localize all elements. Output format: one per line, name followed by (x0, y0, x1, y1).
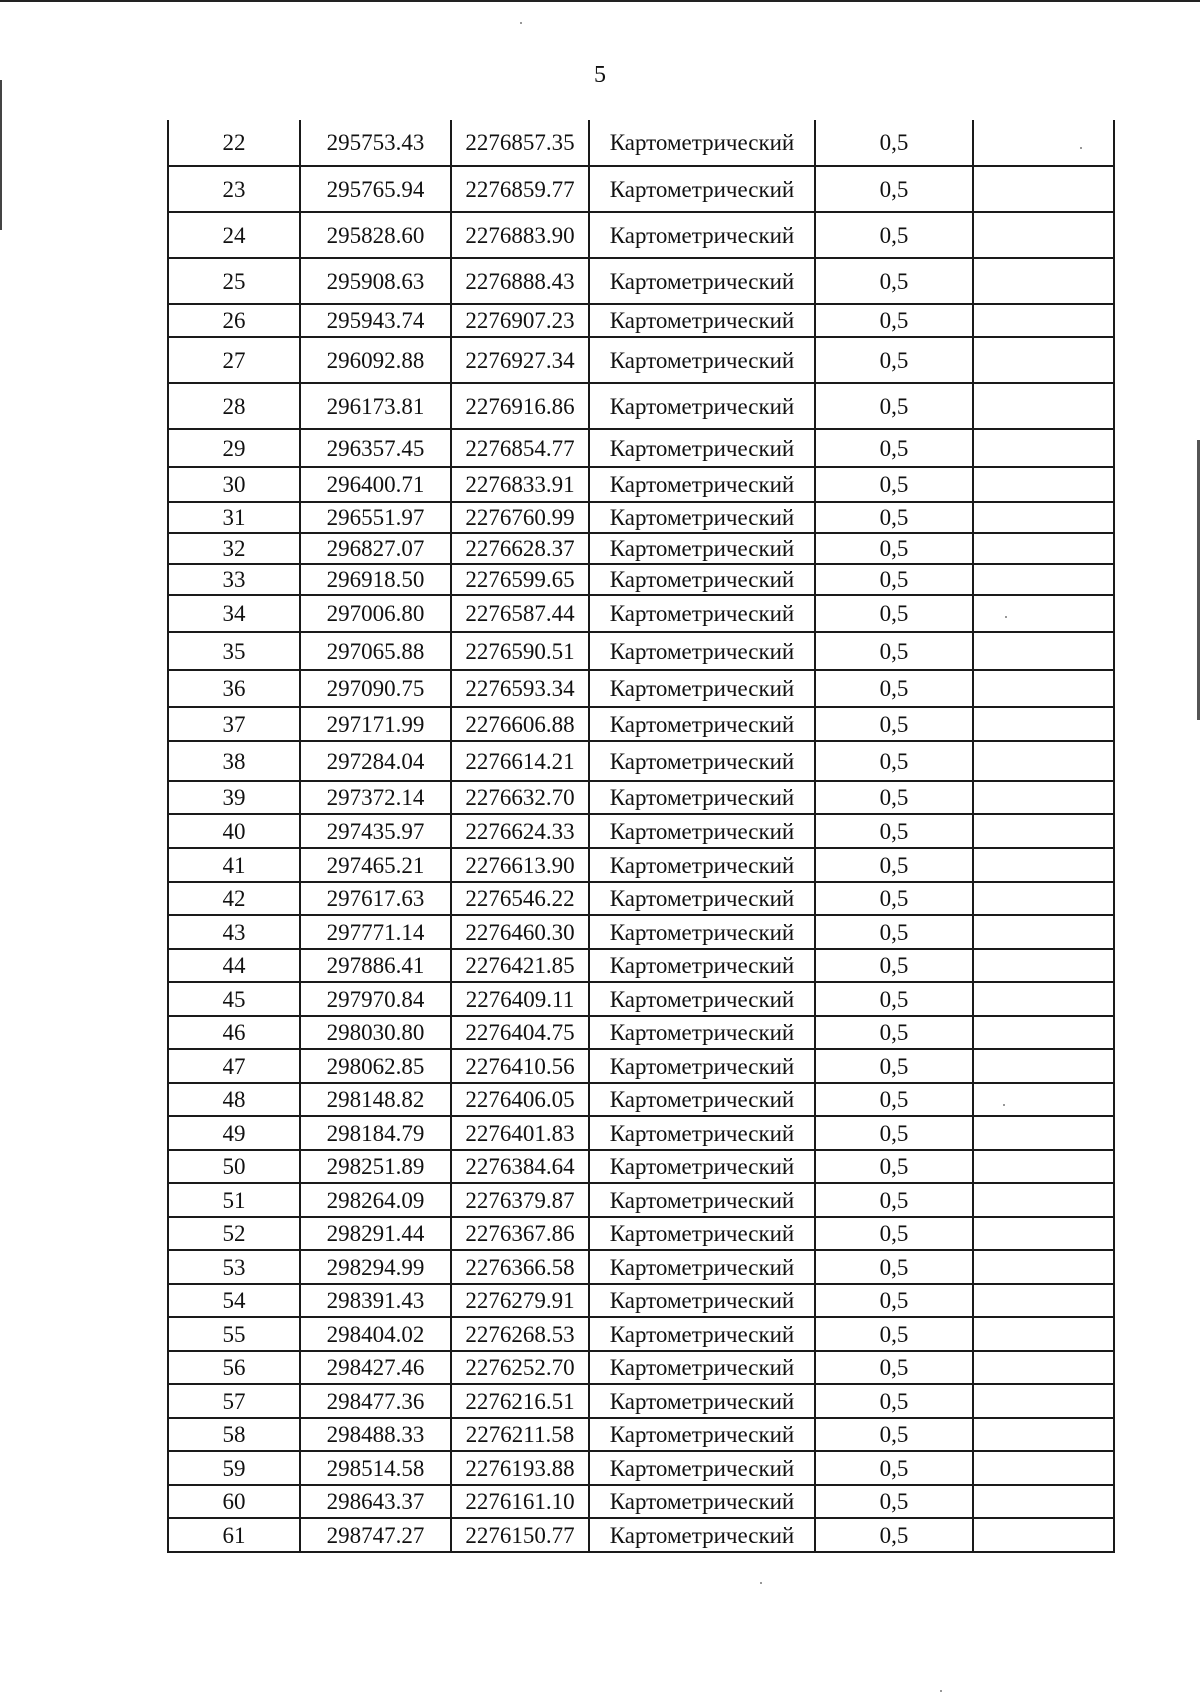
note-cell (973, 212, 1114, 258)
method-cell: Картометрический (589, 848, 815, 882)
method-cell: Картометрический (589, 1317, 815, 1351)
method-cell: Картометрический (589, 1250, 815, 1284)
method-cell: Картометрический (589, 1351, 815, 1384)
method-cell: Картометрический (589, 1049, 815, 1083)
y-coordinate-cell: 2276421.85 (451, 949, 589, 982)
point-number-cell: 51 (168, 1183, 300, 1217)
x-coordinate-cell: 296400.71 (300, 467, 451, 502)
y-coordinate-cell: 2276599.65 (451, 564, 589, 595)
point-number-cell: 31 (168, 502, 300, 533)
method-cell: Картометрический (589, 337, 815, 383)
x-coordinate-cell: 296092.88 (300, 337, 451, 383)
point-number-cell: 47 (168, 1049, 300, 1083)
y-coordinate-cell: 2276916.86 (451, 383, 589, 429)
table-row (168, 1317, 1114, 1351)
y-coordinate-cell: 2276628.37 (451, 533, 589, 564)
y-coordinate-cell: 2276614.21 (451, 741, 589, 781)
error-cell: 0,5 (815, 707, 973, 741)
method-cell: Картометрический (589, 1217, 815, 1250)
x-coordinate-cell: 298643.37 (300, 1485, 451, 1518)
y-coordinate-cell: 2276409.11 (451, 982, 589, 1016)
point-number-cell: 28 (168, 383, 300, 429)
table-row (168, 595, 1114, 632)
method-cell: Картометрический (589, 467, 815, 502)
table-row (168, 502, 1114, 533)
y-coordinate-cell: 2276590.51 (451, 632, 589, 670)
table-row (168, 882, 1114, 915)
error-cell: 0,5 (815, 1150, 973, 1183)
note-cell (973, 120, 1114, 166)
method-cell: Картометрический (589, 1183, 815, 1217)
x-coordinate-cell: 298747.27 (300, 1518, 451, 1552)
method-cell: Картометрический (589, 502, 815, 533)
method-cell: Картометрический (589, 166, 815, 212)
point-number-cell: 43 (168, 915, 300, 949)
note-cell (973, 949, 1114, 982)
method-cell: Картометрический (589, 1451, 815, 1485)
x-coordinate-cell: 298477.36 (300, 1384, 451, 1418)
y-coordinate-cell: 2276632.70 (451, 781, 589, 814)
point-number-cell: 27 (168, 337, 300, 383)
error-cell: 0,5 (815, 429, 973, 467)
table-body (168, 120, 1114, 1552)
note-cell (973, 1217, 1114, 1250)
table-row (168, 467, 1114, 502)
scan-speck (940, 1690, 942, 1692)
table-row (168, 982, 1114, 1016)
method-cell: Картометрический (589, 258, 815, 304)
method-cell: Картометрический (589, 212, 815, 258)
x-coordinate-cell: 298291.44 (300, 1217, 451, 1250)
y-coordinate-cell: 2276366.58 (451, 1250, 589, 1284)
x-coordinate-cell: 297970.84 (300, 982, 451, 1016)
table-row (168, 848, 1114, 882)
error-cell: 0,5 (815, 258, 973, 304)
error-cell: 0,5 (815, 120, 973, 166)
point-number-cell: 53 (168, 1250, 300, 1284)
point-number-cell: 59 (168, 1451, 300, 1485)
method-cell: Картометрический (589, 670, 815, 707)
table-row (168, 1418, 1114, 1451)
y-coordinate-cell: 2276907.23 (451, 304, 589, 337)
note-cell (973, 781, 1114, 814)
x-coordinate-cell: 297171.99 (300, 707, 451, 741)
x-coordinate-cell: 295828.60 (300, 212, 451, 258)
error-cell: 0,5 (815, 814, 973, 848)
point-number-cell: 25 (168, 258, 300, 304)
x-coordinate-cell: 298427.46 (300, 1351, 451, 1384)
note-cell (973, 166, 1114, 212)
error-cell: 0,5 (815, 166, 973, 212)
scan-edge-left (0, 80, 2, 230)
note-cell (973, 1250, 1114, 1284)
note-cell (973, 429, 1114, 467)
scan-speck (1080, 147, 1082, 149)
point-number-cell: 57 (168, 1384, 300, 1418)
note-cell (973, 1384, 1114, 1418)
y-coordinate-cell: 2276927.34 (451, 337, 589, 383)
table-row (168, 632, 1114, 670)
error-cell: 0,5 (815, 949, 973, 982)
point-number-cell: 46 (168, 1016, 300, 1049)
point-number-cell: 41 (168, 848, 300, 882)
method-cell: Картометрический (589, 632, 815, 670)
method-cell: Картометрический (589, 1418, 815, 1451)
table-row (168, 258, 1114, 304)
y-coordinate-cell: 2276593.34 (451, 670, 589, 707)
method-cell: Картометрический (589, 564, 815, 595)
note-cell (973, 337, 1114, 383)
table-row (168, 212, 1114, 258)
error-cell: 0,5 (815, 383, 973, 429)
note-cell (973, 882, 1114, 915)
point-number-cell: 22 (168, 120, 300, 166)
y-coordinate-cell: 2276401.83 (451, 1116, 589, 1150)
y-coordinate-cell: 2276587.44 (451, 595, 589, 632)
error-cell: 0,5 (815, 564, 973, 595)
x-coordinate-cell: 296551.97 (300, 502, 451, 533)
x-coordinate-cell: 295908.63 (300, 258, 451, 304)
y-coordinate-cell: 2276546.22 (451, 882, 589, 915)
x-coordinate-cell: 297617.63 (300, 882, 451, 915)
point-number-cell: 37 (168, 707, 300, 741)
point-number-cell: 52 (168, 1217, 300, 1250)
y-coordinate-cell: 2276406.05 (451, 1083, 589, 1116)
error-cell: 0,5 (815, 1351, 973, 1384)
x-coordinate-cell: 298514.58 (300, 1451, 451, 1485)
note-cell (973, 1518, 1114, 1552)
x-coordinate-cell: 297372.14 (300, 781, 451, 814)
table-row (168, 1384, 1114, 1418)
y-coordinate-cell: 2276150.77 (451, 1518, 589, 1552)
x-coordinate-cell: 298391.43 (300, 1284, 451, 1317)
table-row (168, 383, 1114, 429)
method-cell: Картометрический (589, 1150, 815, 1183)
method-cell: Картометрический (589, 1116, 815, 1150)
y-coordinate-cell: 2276859.77 (451, 166, 589, 212)
method-cell: Картометрический (589, 915, 815, 949)
table-row (168, 533, 1114, 564)
method-cell: Картометрический (589, 1083, 815, 1116)
x-coordinate-cell: 298488.33 (300, 1418, 451, 1451)
note-cell (973, 1284, 1114, 1317)
note-cell (973, 502, 1114, 533)
y-coordinate-cell: 2276606.88 (451, 707, 589, 741)
error-cell: 0,5 (815, 670, 973, 707)
error-cell: 0,5 (815, 1049, 973, 1083)
table-row (168, 1485, 1114, 1518)
x-coordinate-cell: 296173.81 (300, 383, 451, 429)
note-cell (973, 1451, 1114, 1485)
table-row (168, 1518, 1114, 1552)
point-number-cell: 39 (168, 781, 300, 814)
error-cell: 0,5 (815, 1485, 973, 1518)
error-cell: 0,5 (815, 1183, 973, 1217)
scan-edge-top (0, 0, 1200, 2)
error-cell: 0,5 (815, 632, 973, 670)
error-cell: 0,5 (815, 337, 973, 383)
table-row (168, 1351, 1114, 1384)
method-cell: Картометрический (589, 383, 815, 429)
point-number-cell: 35 (168, 632, 300, 670)
y-coordinate-cell: 2276833.91 (451, 467, 589, 502)
y-coordinate-cell: 2276404.75 (451, 1016, 589, 1049)
x-coordinate-cell: 298062.85 (300, 1049, 451, 1083)
scan-speck (1003, 1104, 1005, 1106)
coordinates-table (167, 120, 1115, 1553)
y-coordinate-cell: 2276888.43 (451, 258, 589, 304)
method-cell: Картометрический (589, 1518, 815, 1552)
point-number-cell: 36 (168, 670, 300, 707)
error-cell: 0,5 (815, 1083, 973, 1116)
error-cell: 0,5 (815, 882, 973, 915)
point-number-cell: 34 (168, 595, 300, 632)
point-number-cell: 49 (168, 1116, 300, 1150)
x-coordinate-cell: 298404.02 (300, 1317, 451, 1351)
x-coordinate-cell: 296827.07 (300, 533, 451, 564)
method-cell: Картометрический (589, 120, 815, 166)
x-coordinate-cell: 298148.82 (300, 1083, 451, 1116)
error-cell: 0,5 (815, 1317, 973, 1351)
scan-speck (1005, 616, 1007, 618)
note-cell (973, 707, 1114, 741)
y-coordinate-cell: 2276760.99 (451, 502, 589, 533)
point-number-cell: 44 (168, 949, 300, 982)
note-cell (973, 1183, 1114, 1217)
method-cell: Картометрический (589, 533, 815, 564)
note-cell (973, 982, 1114, 1016)
error-cell: 0,5 (815, 1284, 973, 1317)
error-cell: 0,5 (815, 781, 973, 814)
error-cell: 0,5 (815, 467, 973, 502)
table-row (168, 814, 1114, 848)
error-cell: 0,5 (815, 533, 973, 564)
method-cell: Картометрический (589, 814, 815, 848)
method-cell: Картометрический (589, 741, 815, 781)
method-cell: Картометрический (589, 882, 815, 915)
x-coordinate-cell: 297465.21 (300, 848, 451, 882)
x-coordinate-cell: 298184.79 (300, 1116, 451, 1150)
error-cell: 0,5 (815, 1116, 973, 1150)
note-cell (973, 1049, 1114, 1083)
method-cell: Картометрический (589, 1485, 815, 1518)
table-row (168, 670, 1114, 707)
point-number-cell: 56 (168, 1351, 300, 1384)
x-coordinate-cell: 297886.41 (300, 949, 451, 982)
point-number-cell: 61 (168, 1518, 300, 1552)
point-number-cell: 45 (168, 982, 300, 1016)
y-coordinate-cell: 2276279.91 (451, 1284, 589, 1317)
note-cell (973, 258, 1114, 304)
y-coordinate-cell: 2276883.90 (451, 212, 589, 258)
table-row (168, 1451, 1114, 1485)
table-row (168, 337, 1114, 383)
note-cell (973, 564, 1114, 595)
note-cell (973, 814, 1114, 848)
point-number-cell: 30 (168, 467, 300, 502)
point-number-cell: 40 (168, 814, 300, 848)
table-row (168, 304, 1114, 337)
note-cell (973, 595, 1114, 632)
table-row (168, 915, 1114, 949)
error-cell: 0,5 (815, 502, 973, 533)
table-row (168, 1284, 1114, 1317)
table-row (168, 1049, 1114, 1083)
error-cell: 0,5 (815, 1384, 973, 1418)
note-cell (973, 915, 1114, 949)
note-cell (973, 670, 1114, 707)
x-coordinate-cell: 297435.97 (300, 814, 451, 848)
note-cell (973, 1351, 1114, 1384)
note-cell (973, 1116, 1114, 1150)
method-cell: Картометрический (589, 429, 815, 467)
note-cell (973, 1150, 1114, 1183)
note-cell (973, 741, 1114, 781)
method-cell: Картометрический (589, 949, 815, 982)
x-coordinate-cell: 295753.43 (300, 120, 451, 166)
table-row (168, 1250, 1114, 1284)
table-row (168, 1183, 1114, 1217)
table-row (168, 1217, 1114, 1250)
note-cell (973, 1418, 1114, 1451)
x-coordinate-cell: 297065.88 (300, 632, 451, 670)
error-cell: 0,5 (815, 1217, 973, 1250)
method-cell: Картометрический (589, 707, 815, 741)
table-row (168, 166, 1114, 212)
y-coordinate-cell: 2276379.87 (451, 1183, 589, 1217)
error-cell: 0,5 (815, 304, 973, 337)
table-row (168, 949, 1114, 982)
x-coordinate-cell: 297771.14 (300, 915, 451, 949)
method-cell: Картометрический (589, 595, 815, 632)
method-cell: Картометрический (589, 1384, 815, 1418)
table-row (168, 1016, 1114, 1049)
table-row (168, 1116, 1114, 1150)
point-number-cell: 24 (168, 212, 300, 258)
y-coordinate-cell: 2276216.51 (451, 1384, 589, 1418)
error-cell: 0,5 (815, 848, 973, 882)
point-number-cell: 23 (168, 166, 300, 212)
y-coordinate-cell: 2276384.64 (451, 1150, 589, 1183)
x-coordinate-cell: 296918.50 (300, 564, 451, 595)
point-number-cell: 26 (168, 304, 300, 337)
error-cell: 0,5 (815, 741, 973, 781)
note-cell (973, 848, 1114, 882)
method-cell: Картометрический (589, 1016, 815, 1049)
error-cell: 0,5 (815, 212, 973, 258)
method-cell: Картометрический (589, 304, 815, 337)
scan-speck (520, 22, 522, 24)
note-cell (973, 1016, 1114, 1049)
x-coordinate-cell: 298264.09 (300, 1183, 451, 1217)
y-coordinate-cell: 2276367.86 (451, 1217, 589, 1250)
y-coordinate-cell: 2276268.53 (451, 1317, 589, 1351)
x-coordinate-cell: 296357.45 (300, 429, 451, 467)
point-number-cell: 38 (168, 741, 300, 781)
y-coordinate-cell: 2276252.70 (451, 1351, 589, 1384)
x-coordinate-cell: 297284.04 (300, 741, 451, 781)
table-row (168, 564, 1114, 595)
error-cell: 0,5 (815, 1418, 973, 1451)
table-row (168, 741, 1114, 781)
note-cell (973, 304, 1114, 337)
x-coordinate-cell: 298294.99 (300, 1250, 451, 1284)
y-coordinate-cell: 2276161.10 (451, 1485, 589, 1518)
note-cell (973, 1083, 1114, 1116)
error-cell: 0,5 (815, 1250, 973, 1284)
y-coordinate-cell: 2276613.90 (451, 848, 589, 882)
x-coordinate-cell: 295943.74 (300, 304, 451, 337)
table-row (168, 120, 1114, 166)
table-row (168, 1083, 1114, 1116)
y-coordinate-cell: 2276410.56 (451, 1049, 589, 1083)
point-number-cell: 33 (168, 564, 300, 595)
x-coordinate-cell: 295765.94 (300, 166, 451, 212)
method-cell: Картометрический (589, 982, 815, 1016)
y-coordinate-cell: 2276193.88 (451, 1451, 589, 1485)
table-row (168, 1150, 1114, 1183)
note-cell (973, 1317, 1114, 1351)
x-coordinate-cell: 298251.89 (300, 1150, 451, 1183)
table-row (168, 707, 1114, 741)
error-cell: 0,5 (815, 915, 973, 949)
point-number-cell: 42 (168, 882, 300, 915)
x-coordinate-cell: 297006.80 (300, 595, 451, 632)
y-coordinate-cell: 2276857.35 (451, 120, 589, 166)
point-number-cell: 32 (168, 533, 300, 564)
point-number-cell: 58 (168, 1418, 300, 1451)
point-number-cell: 60 (168, 1485, 300, 1518)
x-coordinate-cell: 297090.75 (300, 670, 451, 707)
note-cell (973, 632, 1114, 670)
table-row (168, 781, 1114, 814)
point-number-cell: 54 (168, 1284, 300, 1317)
page-number: 5 (594, 62, 606, 88)
error-cell: 0,5 (815, 1518, 973, 1552)
error-cell: 0,5 (815, 595, 973, 632)
note-cell (973, 383, 1114, 429)
y-coordinate-cell: 2276211.58 (451, 1418, 589, 1451)
error-cell: 0,5 (815, 1016, 973, 1049)
scan-speck (760, 1582, 762, 1584)
y-coordinate-cell: 2276460.30 (451, 915, 589, 949)
point-number-cell: 48 (168, 1083, 300, 1116)
note-cell (973, 467, 1114, 502)
method-cell: Картометрический (589, 781, 815, 814)
point-number-cell: 29 (168, 429, 300, 467)
x-coordinate-cell: 298030.80 (300, 1016, 451, 1049)
note-cell (973, 1485, 1114, 1518)
method-cell: Картометрический (589, 1284, 815, 1317)
point-number-cell: 50 (168, 1150, 300, 1183)
y-coordinate-cell: 2276624.33 (451, 814, 589, 848)
y-coordinate-cell: 2276854.77 (451, 429, 589, 467)
point-number-cell: 55 (168, 1317, 300, 1351)
error-cell: 0,5 (815, 982, 973, 1016)
note-cell (973, 533, 1114, 564)
error-cell: 0,5 (815, 1451, 973, 1485)
table-row (168, 429, 1114, 467)
